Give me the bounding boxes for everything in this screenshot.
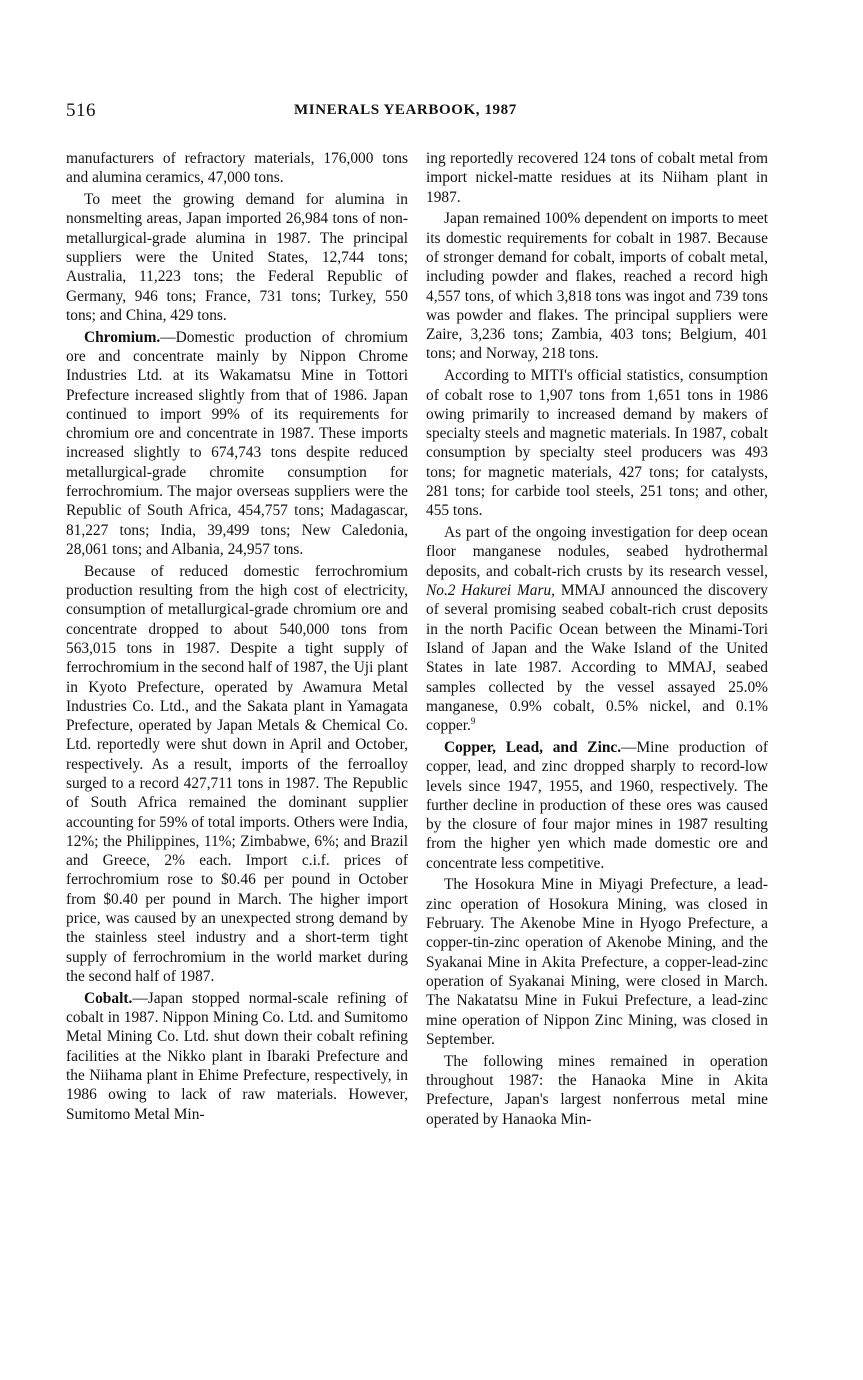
paragraph-seabed-crusts xyxy=(426,523,768,735)
paragraph-mine-closures: The Hosokura Mine in Miyagi Prefecture, a lead-zinc operation of Hosokura Mining, was closed in February. The Akenobe Mine in Hyogo Prefecture, a copper-tin-zinc operation of Akenobe Mining, and the Syakanai Mine in Akita Prefecture, a copper-lead-zinc operation of Syakanai Mining, were closed in March. The Nakatatsu Mine in Fukui Prefecture, a lead-zinc mine operation of Nippon Zinc Mining, was closed in September. xyxy=(426,876,768,1048)
paragraph-refractory-continuation: manufacturers of refractory materials, 176,000 tons and alumina ceramics, 47,000 tons. xyxy=(66,150,408,187)
paragraph-cobalt-continuation: ing reportedly recovered 124 tons of cobalt metal from import nickel-matte residues at its Niiham plant in 1987. xyxy=(426,150,768,206)
paragraph-ferrochromium: Because of reduced domestic ferrochromium production resulting from the high cost of electricity, consumption of metallurgical-grade chromium ore and concentrate dropped to about 540,000 tons from 563,015 tons in 1987. Despite a tight supply of ferrochromium in the second half of 1987, the Uji plant in Kyoto Prefecture, operated by Awamura Metal Industries Co. Ltd., and the Sakata plant in Yamagata Prefecture, operated by Japan Metals & Chemical Co. Ltd. reportedly were shut down in April and October, respectively. As a result, imports of the ferroalloy surged to a record 427,711 tons in 1987. The Republic of South Africa remained the dominant supplier accounting for 59% of total imports. Others were India, 12%; the Philippines, 11%; Zimbabwe, 6%; and Brazil and Greece, 2% each. Import c.i.f. prices of ferrochromium rose to $0.46 per pound in October from $0.40 per pound in March. The higher import price, was caused by an unexpected strong demand by the stainless steel industry and a short-term tight supply of ferrochromium in the world market during the second half of 1987. xyxy=(66,562,408,985)
cobalt-text: —Japan stopped normal-scale refining of cobalt in 1987. Nippon Mining Co. Ltd. and Sumitomo Metal Mining Co. Ltd. shut down their cobalt refining facilities at the Nikko plant in Ibaraki Prefecture and the Niihama plant in Ehime Prefecture, respectively, in 1986 owing to lack of raw materials. However, Sumitomo Metal Min- xyxy=(66,989,408,1123)
chromium-text: —Domestic production of chromium ore and concentrate mainly by Nippon Chrome Industries Ltd. at its Wakamatsu Mine in Tottori Prefecture increased slightly from that of 1986. Japan continued to import 99% of its requirements for chromium ore and concentrate in 1987. These imports increased slightly to 674,743 tons despite reduced metallurgical-grade chromite consumption for ferrochromium. The major overseas suppliers were the Republic of South Africa, 454,757 tons; Madagascar, 81,227 tons; India, 39,499 tons; New Caledonia, 28,061 tons; and Albania, 24,957 tons. xyxy=(66,328,408,558)
paragraph-cobalt-imports: Japan remained 100% dependent on imports to meet its domestic requirements for cobalt in 1987. Because of stronger demand for cobalt, imports of cobalt metal, including powder and flakes, reached a record high 4,557 tons, of which 3,818 tons was ingot and 739 tons was powder and flakes. The principal suppliers were Zaire, 3,236 tons; Zambia, 403 tons; Belgium, 401 tons; and Norway, 218 tons. xyxy=(426,210,768,363)
paragraph-alumina: To meet the growing demand for alumina in nonsmelting areas, Japan imported 26,984 tons of non-metallurgical-grade alumina in 1987. The principal suppliers were the United States, 12,744 tons; Australia, 11,223 tons; the Federal Republic of Germany, 946 tons; France, 731 tons; Turkey, 550 tons; and China, 429 tons. xyxy=(66,191,408,324)
right-column xyxy=(426,149,768,1131)
seabed-text-b: , MMAJ announced the discovery of several promising seabed cobalt-rich crust deposits in the north Pacific Ocean between the Minami-Tori Island of Japan and the Wake Island of the United States in late 1987. According to MMAJ, seabed samples collected by the vessel assayed 25.0% manganese, 0.9% cobalt, 0.5% nickel, and 0.1% copper. xyxy=(426,582,768,735)
paragraph-copper-lead-zinc xyxy=(426,738,768,873)
left-column xyxy=(66,149,408,1126)
paragraph-cobalt xyxy=(66,989,408,1124)
paragraph-chromium xyxy=(66,328,408,560)
heading-cobalt: Cobalt. xyxy=(84,989,133,1007)
heading-copper-lead-zinc: Copper, Lead, and Zinc. xyxy=(444,738,622,756)
heading-chromium: Chromium. xyxy=(84,328,161,346)
seabed-text-a: As part of the ongoing investigation for deep ocean floor manganese nodules, seabed hydrothermal deposits, and cobalt-rich crusts by its research vessel, xyxy=(426,524,768,580)
paragraph-operating-mines: The following mines remained in operation throughout 1987: the Hanaoka Mine in Akita Prefecture, Japan's largest nonferrous metal mine operated by Hanaoka Min- xyxy=(426,1052,768,1128)
paragraph-miti-statistics: According to MITI's official statistics, consumption of cobalt rose to 1,907 tons from 1,651 tons in 1986 owing primarily to increased demand by makers of specialty steels and magnetic materials. In 1987, cobalt consumption by specialty steel producers was 493 tons; for magnetic materials, 427 tons; for catalysts, 281 tons; for carbide tool steels, 251 tons; and other, 455 tons. xyxy=(426,367,768,520)
footnote-marker: 9 xyxy=(470,716,476,727)
copper-lead-zinc-text: —Mine production of copper, lead, and zinc dropped sharply to record-low levels since 1947, 1955, and 1960, respectively. The further decline in production of these ores was caused by the closure of four major mines in 1987 resulting from the higher yen which made domestic ore and concentrate less competitive. xyxy=(426,738,768,872)
page-number: 516 xyxy=(66,100,96,121)
vessel-name: No.2 Hakurei Maru xyxy=(426,582,552,600)
page-header xyxy=(66,100,541,124)
running-title: MINERALS YEARBOOK, 1987 xyxy=(294,102,517,118)
